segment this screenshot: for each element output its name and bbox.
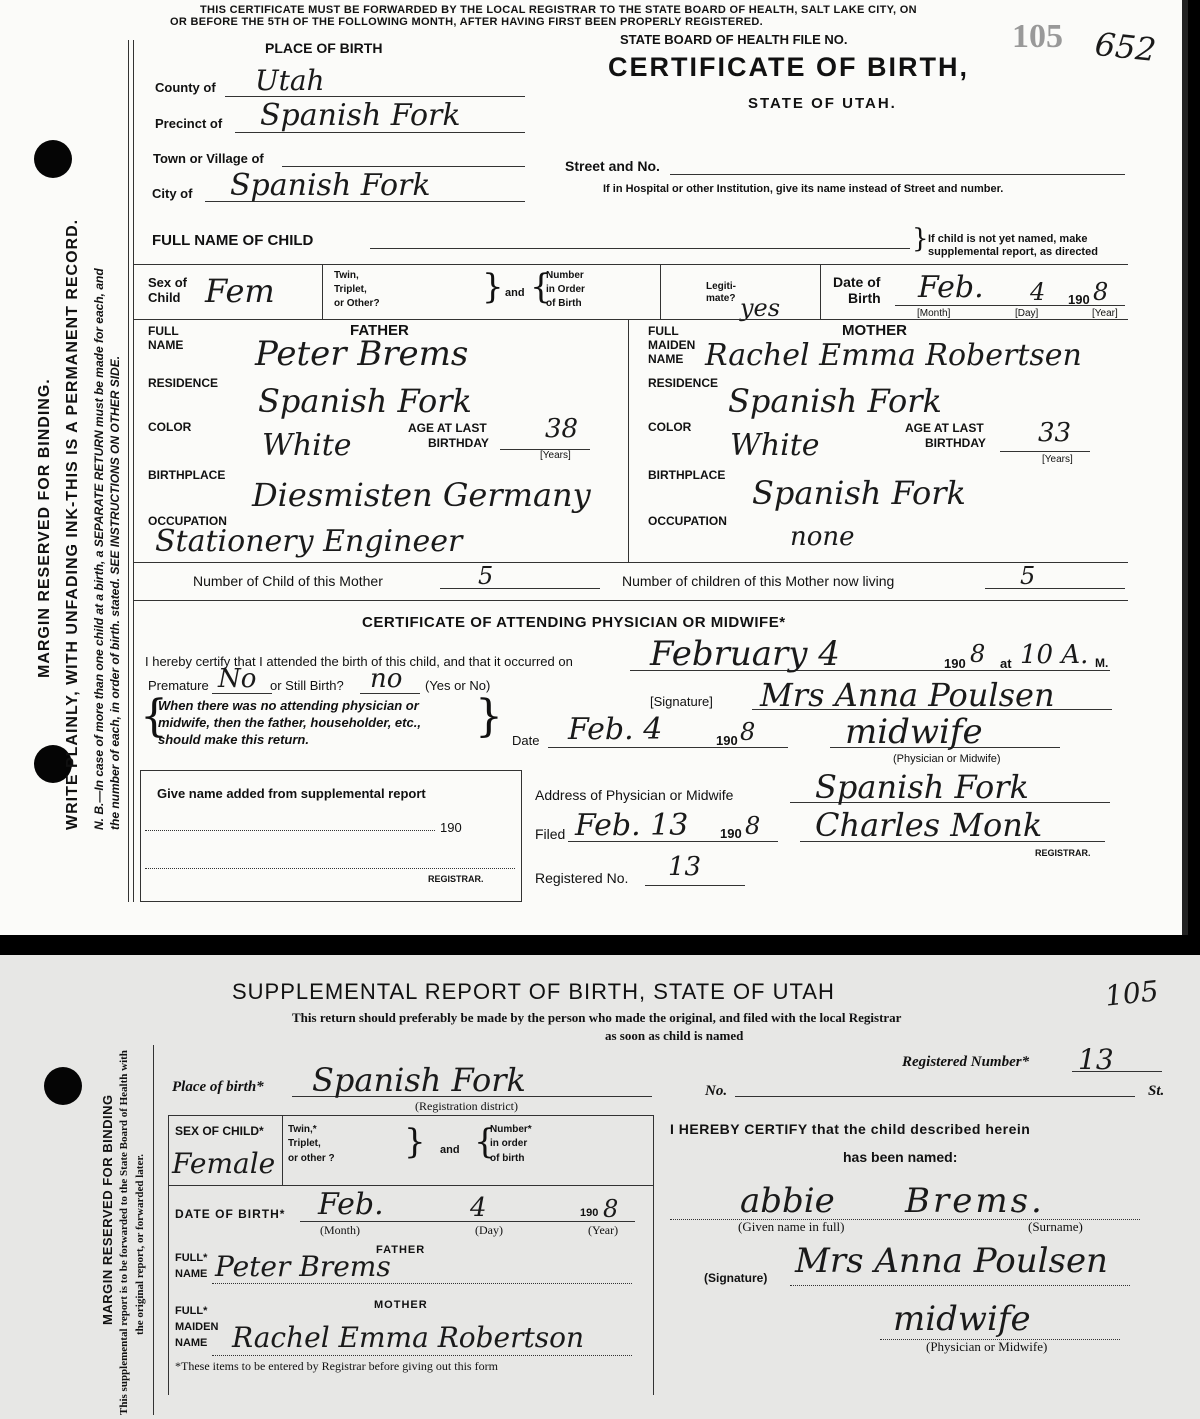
county-value: Utah xyxy=(255,64,325,97)
parents-divider xyxy=(628,319,629,562)
supp-sex-label: SEX OF CHILD* xyxy=(175,1124,264,1138)
supp-father-name: Peter Brems xyxy=(215,1250,391,1283)
registered-label: Registered No. xyxy=(535,870,629,886)
physician-heading: CERTIFICATE OF ATTENDING PHYSICIAN OR MIDWIFE* xyxy=(362,614,786,631)
certify-time: 10 A. xyxy=(1020,640,1089,670)
father-residence-label: RESIDENCE xyxy=(148,376,219,390)
father-residence: Spanish Fork xyxy=(258,382,472,420)
mother-residence-label: RESIDENCE xyxy=(648,376,719,390)
supp-margin-note-2: the original report, or forwarded later. xyxy=(134,1154,146,1335)
not-named-note-2: supplemental report, as directed xyxy=(928,246,1098,258)
supplemental-title: SUPPLEMENTAL REPORT OF BIRTH, STATE OF UTAH xyxy=(232,979,835,1004)
supp-signature-label: (Signature) xyxy=(704,1271,768,1285)
legitimate-value: yes xyxy=(740,294,781,322)
birth-certificate: THIS CERTIFICATE MUST BE FORWARDED BY THE LOCAL REGISTRAR TO THE STATE BOARD OF HEALTH, SALT LAKE CITY, ON OR BEFORE THE 5TH OF THE FOLLOWING MONTH, AFTER HAVING FIRST BEEN PROPERLY REGISTERED. STATE BOARD OF HEALTH FILE NO. 105 652 CERTIFICATE OF BIRTH, STATE OF UTAH. MARGIN RESERVED FOR BINDING. WRITE PLAINLY, WITH UNFADING INK-THIS IS A PERMANENT RECORD. N. B.—In case of more than one child at a birth, a SEPARATE RETURN must be made for each, and the number of each, in order of birth. stated. SEE INSTRUCTIONS ON OTHER SIDE. PLACE OF BIRTH County of Utah Precinct of Spanish Fork Town or Village of City of Spanish Fork Street and No. If in Hospital or other Institution, give its name instead of Street and number. FULL NAME OF CHILD } If child is not yet named, make supplemental report, as directed Sex of Child Fem Twin, Triplet, or Other? } and { Number in Order of Birth Legiti- mate? yes Date of Birth Feb. 4 190 8 [Month] [Day] [Year] FULL NAME FATHER Peter Brems FULL MAIDEN NAME MOTHER Rachel Emma Robertsen RESIDENCE Spanish Fork RESIDENCE Spanish Fork COLOR White AGE AT LAST BIRTHDAY 38 [Years] COLOR White AGE AT LAST BIRTHDAY 33 [Years] BIRTHPLACE Diesmisten Germany BIRTHPLACE Spanish Fork OCCUPATION Stationery Engineer OCCUPATION none Number of Child of this Mother 5 Number of children of this Mother now living 5 CERTIFICATE OF ATTENDING PHYSICIAN OR MIDWIFE* I hereby certify that I attended the birth of this child, and that it occurred on February 4 190 8 at 10 A. M. Premature No or Still Birth? no (Yes or No) { When there was no attending physician or midwife, then the father, householder, etc., should make this return. } [Signature] Mrs Anna Poulsen Date Feb. 4 190 8 midwife (Physician or Midwife) Give name added from supplemental report 190 REGISTRAR. Address of Physician or Midwife Spanish Fork Filed Feb. 13 190 8 Charles Monk REGISTRAR. Registered No. 13 xyxy=(0,0,1188,935)
supp-dob-day: 4 xyxy=(470,1193,487,1223)
father-occupation: Stationery Engineer xyxy=(155,524,463,559)
supp-dob-month: Feb. xyxy=(318,1187,384,1222)
mother-birthplace: Spanish Fork xyxy=(752,474,966,512)
filed-label: Filed xyxy=(535,826,566,842)
children-count-value: 5 xyxy=(478,562,494,590)
place-of-birth-label: Place of birth* xyxy=(172,1079,264,1095)
supplemental-box-label: Give name added from supplemental report xyxy=(157,786,426,801)
dob-day: 4 xyxy=(1030,278,1046,306)
signature-label: [Signature] xyxy=(650,694,713,709)
frame-left xyxy=(133,40,134,902)
supplemental-intro-1: This return should preferably be made by the person who made the original, and filed with the local Registrar xyxy=(292,1010,902,1025)
stillbirth-value: no xyxy=(370,664,403,694)
and-label: and xyxy=(505,287,525,299)
binding-hole xyxy=(44,1067,82,1105)
father-name: Peter Brems xyxy=(255,334,469,374)
sex-value: Fem xyxy=(205,272,275,310)
mother-occupation: none xyxy=(790,522,855,552)
no-physician-note-1: When there was no attending physician or xyxy=(158,698,419,713)
supp-margin-reserved: MARGIN RESERVED FOR BINDING xyxy=(100,1094,115,1325)
registered-number-label: Registered Number* xyxy=(902,1054,1030,1070)
premature-label: Premature xyxy=(148,678,209,693)
father-birthplace-label: BIRTHPLACE xyxy=(148,468,226,482)
certificate-subtitle: STATE OF UTAH. xyxy=(748,95,897,112)
address-value: Spanish Fork xyxy=(815,768,1029,806)
supp-certify-line-2: has been named: xyxy=(843,1149,958,1165)
children-living-value: 5 xyxy=(1020,562,1036,590)
physician-signature: Mrs Anna Poulsen xyxy=(760,676,1055,714)
dob-year-prefix: 190 xyxy=(1068,292,1090,307)
father-color-label: COLOR xyxy=(148,420,192,434)
supp-surname: Brems. xyxy=(905,1181,1045,1221)
place-of-birth-heading: PLACE OF BIRTH xyxy=(265,40,383,56)
supp-father-heading: FATHER xyxy=(376,1244,426,1256)
no-physician-note-3: should make this return. xyxy=(158,732,309,747)
address-label: Address of Physician or Midwife xyxy=(535,787,734,803)
certify-date: February 4 xyxy=(650,634,840,674)
no-physician-note-2: midwife, then the father, householder, etc., xyxy=(158,715,421,730)
supplemental-intro-2: as soon as child is named xyxy=(605,1028,744,1043)
supp-dob-label: DATE OF BIRTH* xyxy=(175,1207,286,1221)
supp-margin-note-1: This supplemental report is to be forwarded to the State Board of Health with xyxy=(118,1050,130,1415)
supp-sex-value: Female xyxy=(172,1147,276,1180)
father-color: White xyxy=(262,428,352,463)
physician-title: midwife xyxy=(845,712,983,752)
street-label: Street and No. xyxy=(565,158,660,174)
supplemental-report: SUPPLEMENTAL REPORT OF BIRTH, STATE OF UTAH 105 This return should preferably be made by the person who made the original, and filed with the local Registrar as soon as child is named MARGIN RESERVED FOR BINDING This supplemental report is to be forwarded to the State Board of Health with the original report, or forwarded later. Registered Number* 13 Place of birth* Spanish Fork (Registration district) No. St. SEX OF CHILD* Female Twin,* Triplet, or other ? } and { Number* in order of birth I HEREBY CERTIFY that the child described herein has been named: DATE OF BIRTH* Feb. 4 190 8 (Month) (Day) (Year) abbie Brems. (Given name in full) (Surname) FATHER FULL* NAME Peter Brems MOTHER FULL* MAIDEN NAME Rachel Emma Robertson *These items to be entered by Registrar before giving out this form (Signature) Mrs Anna Poulsen midwife (Physician or Midwife) xyxy=(0,955,1200,1419)
signature-date: Feb. 4 xyxy=(568,712,663,747)
city-label: City of xyxy=(152,186,193,201)
county-label: County of xyxy=(155,80,216,95)
supp-signature: Mrs Anna Poulsen xyxy=(795,1241,1108,1281)
father-age: 38 xyxy=(545,414,579,444)
mother-color: White xyxy=(730,428,820,463)
mother-occupation-label: OCCUPATION xyxy=(648,514,727,528)
city-value: Spanish Fork xyxy=(230,168,431,203)
supp-physician-title: midwife xyxy=(893,1299,1031,1339)
precinct-label: Precinct of xyxy=(155,116,223,131)
file-number-stamp: 105 xyxy=(1012,18,1063,55)
father-birthplace: Diesmisten Germany xyxy=(252,476,591,514)
town-label: Town or Village of xyxy=(153,151,264,166)
certificate-title: CERTIFICATE OF BIRTH, xyxy=(608,52,969,82)
children-living-label: Number of children of this Mother now living xyxy=(622,573,895,589)
certify-text: I hereby certify that I attended the birth of this child, and that it occurred on xyxy=(145,654,573,669)
sex-label-2: Child xyxy=(148,290,181,305)
supp-given-name: abbie xyxy=(740,1181,835,1221)
margin-reserved-text: MARGIN RESERVED FOR BINDING. xyxy=(36,378,53,678)
not-named-note-1: If child is not yet named, make xyxy=(928,233,1088,245)
premature-value: No xyxy=(218,664,257,694)
mother-heading: MOTHER xyxy=(842,322,907,339)
notice-line-2: OR BEFORE THE 5TH OF THE FOLLOWING MONTH, AFTER HAVING FIRST BEEN PROPERLY REGISTERED. xyxy=(170,16,763,28)
supp-mother-name: Rachel Emma Robertson xyxy=(232,1321,585,1354)
sex-label: Sex of xyxy=(148,275,188,290)
date-label: Date xyxy=(512,733,540,748)
children-count-label: Number of Child of this Mother xyxy=(193,573,383,589)
dob-year-suffix: 8 xyxy=(1093,278,1109,306)
nb-note-line-1: N. B.—In case of more than one child at a birth, a SEPARATE RETURN must be made for each, and xyxy=(92,268,106,830)
number-in-order-label: Number xyxy=(546,270,584,281)
file-number-handwritten: 652 xyxy=(1093,24,1158,70)
place-of-birth-value: Spanish Fork xyxy=(312,1061,526,1099)
mother-color-label: COLOR xyxy=(648,420,692,434)
mother-name: Rachel Emma Robertsen xyxy=(705,338,1082,373)
supp-footnote: *These items to be entered by Registrar before giving out this form xyxy=(175,1359,498,1373)
supp-certify-line-1: I HEREBY CERTIFY that the child described herein xyxy=(670,1121,1031,1137)
binding-hole xyxy=(34,140,72,178)
frame-left-outer xyxy=(128,40,129,902)
father-heading: FATHER xyxy=(350,322,409,339)
nb-note-line-2: the number of each, in order of birth. stated. SEE INSTRUCTIONS ON OTHER SIDE. xyxy=(108,355,122,830)
registrar-signature: Charles Monk xyxy=(815,806,1043,844)
hospital-note: If in Hospital or other Institution, give its name instead of Street and number. xyxy=(603,183,1004,195)
filed-date: Feb. 13 xyxy=(575,808,689,843)
father-occupation-label: OCCUPATION xyxy=(148,514,227,528)
precinct-value: Spanish Fork xyxy=(260,98,461,133)
supp-mother-heading: MOTHER xyxy=(374,1299,428,1311)
supplemental-hand-number: 105 xyxy=(1103,974,1161,1013)
date-of-birth-label: Date of xyxy=(833,274,881,290)
legitimate-label: Legiti- xyxy=(706,281,736,292)
registered-number-value: 13 xyxy=(1078,1043,1114,1076)
full-name-label: FULL NAME OF CHILD xyxy=(152,232,314,249)
registered-value: 13 xyxy=(668,852,702,882)
twin-label: Twin, xyxy=(334,270,359,281)
mother-residence: Spanish Fork xyxy=(728,382,942,420)
mother-age: 33 xyxy=(1038,418,1072,448)
file-number-label: STATE BOARD OF HEALTH FILE NO. xyxy=(620,32,848,47)
dob-month: Feb. xyxy=(918,270,984,305)
mother-birthplace-label: BIRTHPLACE xyxy=(648,468,726,482)
permanent-record-text: WRITE PLAINLY, WITH UNFADING INK-THIS IS A PERMANENT RECORD. xyxy=(64,218,81,830)
notice-line-1: THIS CERTIFICATE MUST BE FORWARDED BY THE LOCAL REGISTRAR TO THE STATE BOARD OF HEALTH, SALT LAKE CITY, ON xyxy=(200,4,917,16)
